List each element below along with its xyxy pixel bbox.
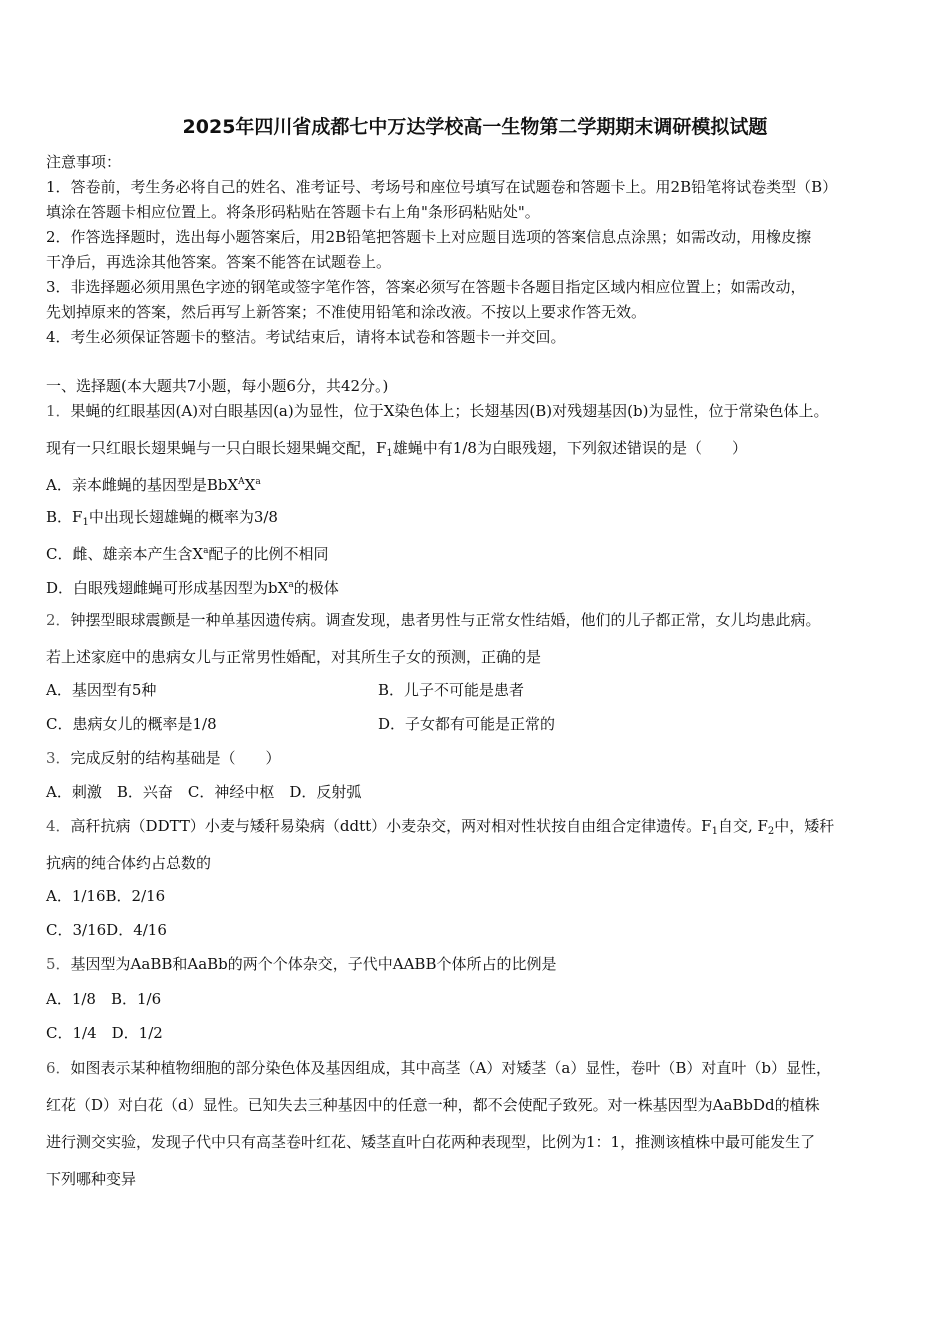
question-4-line: 4．高秆抗病（DDTT）小麦与矮秆易染病（ddtt）小麦杂交，两对相对性状按自由组合定律遗传。$F_1$自交, $F_2$中，矮秆 [46,817,835,837]
question-1-line: 现有一只红眼长翅果蝇与一只白眼长翅果蝇交配，$F_1$雄蝇中有1/8为白眼残翅，下列叙述错误的是（ ） [46,439,747,459]
option-c: C．雌、雄亲本产生含$X^a$配子的比例不相同 [46,545,329,563]
notice-line: 4．考生必须保证答题卡的整洁。考试结束后，请将本试卷和答题卡一并交回。 [46,328,566,346]
question-number: 6． [46,1059,71,1077]
notice-line: 填涂在答题卡相应位置上。将条形码粘贴在答题卡右上角"条形码粘贴处"。 [46,203,540,221]
option-d: D．子女都有可能是正常的 [378,715,556,733]
question-2-line: 若上述家庭中的患病女儿与正常男性婚配，对其所生子女的预测，正确的是 [46,648,542,666]
page-title: 2025年四川省成都七中万达学校高一生物第二学期期末调研模拟试题 [182,116,768,138]
question-5-options: C．1/4 D．1/2 [46,1024,163,1042]
notice-line: 先划掉原来的答案，然后再写上新答案；不准使用铅笔和涂改液。不按以上要求作答无效。 [46,303,647,321]
question-5-options: A．1/8 B．1/6 [46,990,162,1008]
question-3-options: A．刺激 B．兴奋 C．神经中枢 D．反射弧 [46,783,362,801]
question-6-line: 进行测交实验，发现子代中只有高茎卷叶红花、矮茎直叶白花两种表现型，比例为1：1，推测该植株中最可能发生了 [46,1133,816,1151]
question-number: 3． [46,749,71,767]
question-4-options: A．1/16B．2/16 [46,887,166,905]
notice-line: 干净后，再选涂其他答案。答案不能答在试题卷上。 [46,253,392,271]
question-number: 5． [46,955,71,973]
option-a: A．基因型有5种 [46,681,157,699]
question-5-line: 5．基因型为AaBB和AaBb的两个个体杂交，子代中AABB个体所占的比例是 [46,955,557,973]
notice-line: 3．非选择题必须用黑色字迹的钢笔或签字笔作答，答案必须写在答题卡各题目指定区域内相应位置上；如需改动， [46,278,806,296]
question-number: 1． [46,402,71,420]
notice-line: 1．答卷前，考生务必将自己的姓名、准考证号、考场号和座位号填写在试题卷和答题卡上。用2B铅笔将试卷类型（B） [46,178,838,196]
option-c: C．患病女儿的概率是1/8 [46,715,217,733]
question-6-line: 红花（D）对白花（d）显性。已知失去三种基因中的任意一种，都不会使配子致死。对一株基因型为AaBbDd的植株 [46,1096,820,1114]
question-4-options: C．3/16D．4/16 [46,921,167,939]
question-2-line: 2．钟摆型眼球震颤是一种单基因遗传病。调查发现，患者男性与正常女性结婚，他们的儿子都正常，女儿均患此病。 [46,611,821,629]
option-b: B．$F_1$中出现长翅雄蝇的概率为3/8 [46,508,278,528]
option-d: D．白眼残翅雌蝇可形成基因型为$bX^a$的极体 [46,579,339,597]
notice-heading: 注意事项： [46,153,122,171]
question-1-line: 1．果蝇的红眼基因(A)对白眼基因(a)为显性，位于X染色体上；长翅基因(B)对残翅基因(b)为显性，位于常染色体上。 [46,402,829,420]
question-6-line: 6．如图表示某种植物细胞的部分染色体及基因组成，其中高茎（A）对矮茎（a）显性，卷叶（B）对直叶（b）显性， [46,1059,831,1077]
section-heading: 一、选择题(本大题共7小题，每小题6分，共42分。) [46,377,389,395]
option-a: A．亲本雌蝇的基因型是$BbX^AX^a$ [46,476,261,494]
option-b: B．儿子不可能是患者 [378,681,525,699]
question-3-line: 3．完成反射的结构基础是（ ） [46,749,281,767]
notice-line: 2．作答选择题时，选出每小题答案后，用2B铅笔把答题卡上对应题目选项的答案信息点涂黑；如需改动，用橡皮擦 [46,228,812,246]
question-4-line: 抗病的纯合体约占总数的 [46,854,212,872]
question-number: 2． [46,611,71,629]
question-6-line: 下列哪种变异 [46,1170,137,1188]
question-number: 4． [46,817,71,835]
